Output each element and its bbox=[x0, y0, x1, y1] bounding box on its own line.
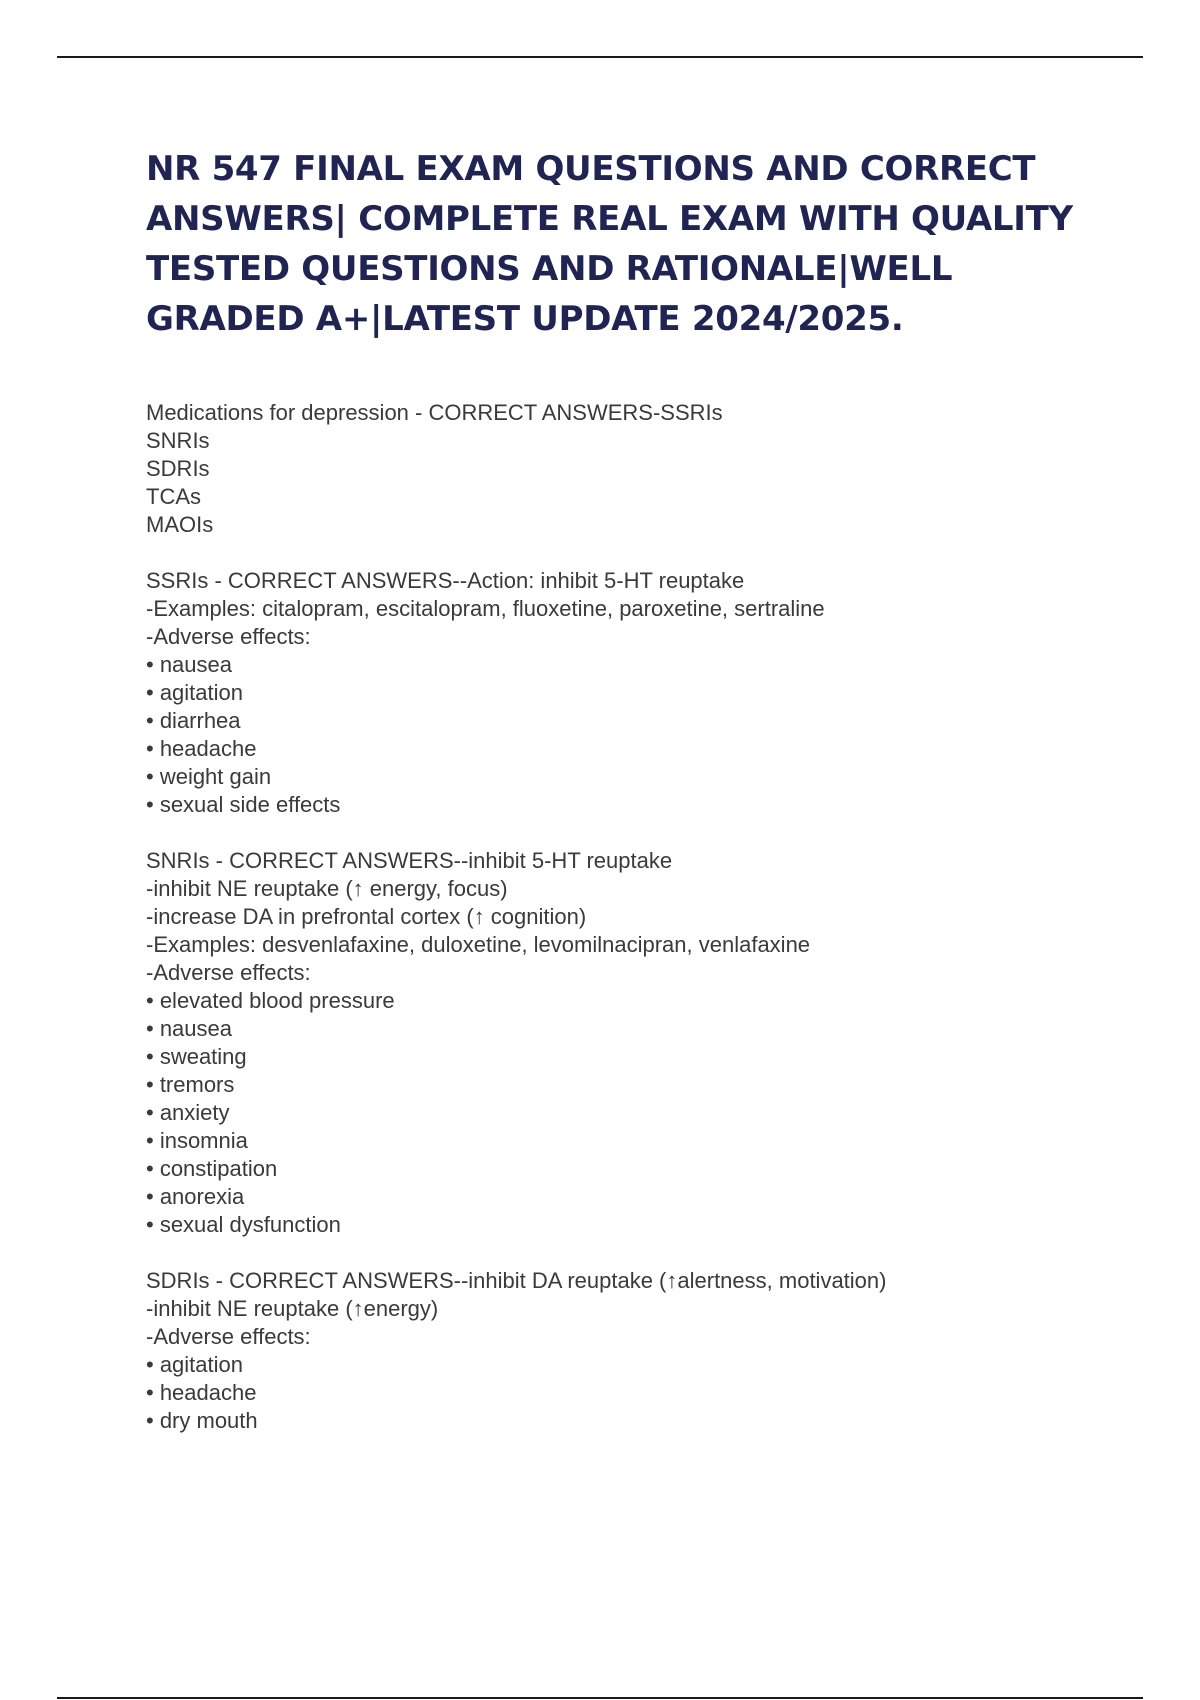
qa-line: MAOIs bbox=[146, 512, 214, 537]
qa-line: -inhibit NE reuptake (↑energy) bbox=[146, 1296, 439, 1321]
qa-line: • anxiety bbox=[146, 1100, 230, 1125]
qa-line: • sweating bbox=[146, 1044, 247, 1069]
qa-line: SDRIs bbox=[146, 456, 210, 481]
qa-line: • headache bbox=[146, 1380, 257, 1405]
qa-line: • nausea bbox=[146, 652, 232, 677]
qa-line: • tremors bbox=[146, 1072, 235, 1097]
qa-block-ssris bbox=[146, 567, 1106, 819]
qa-line: -Examples: citalopram, escitalopram, fluoxetine, paroxetine, sertraline bbox=[146, 596, 825, 621]
document-content bbox=[146, 399, 1106, 1463]
qa-line: • diarrhea bbox=[146, 708, 241, 733]
qa-line: -Adverse effects: bbox=[146, 624, 311, 649]
qa-line: • insomnia bbox=[146, 1128, 248, 1153]
qa-line: • nausea bbox=[146, 1016, 232, 1041]
qa-block-medications bbox=[146, 399, 1106, 539]
qa-line: • sexual dysfunction bbox=[146, 1212, 341, 1237]
qa-line: SNRIs - CORRECT ANSWERS--inhibit 5-HT reuptake bbox=[146, 848, 673, 873]
qa-line: TCAs bbox=[146, 484, 201, 509]
qa-block-sdris bbox=[146, 1267, 1106, 1435]
bottom-rule bbox=[57, 1697, 1143, 1699]
qa-line: -inhibit NE reuptake (↑ energy, focus) bbox=[146, 876, 508, 901]
qa-line: Medications for depression - CORRECT ANSWERS-SSRIs bbox=[146, 400, 723, 425]
qa-line: -Adverse effects: bbox=[146, 960, 311, 985]
qa-line: • constipation bbox=[146, 1156, 278, 1181]
top-rule bbox=[57, 56, 1143, 58]
qa-line: • agitation bbox=[146, 680, 243, 705]
qa-line: • weight gain bbox=[146, 764, 272, 789]
qa-line: • anorexia bbox=[146, 1184, 245, 1209]
qa-line: • headache bbox=[146, 736, 257, 761]
qa-line: • elevated blood pressure bbox=[146, 988, 395, 1013]
qa-line: SSRIs - CORRECT ANSWERS--Action: inhibit 5-HT reuptake bbox=[146, 568, 745, 593]
qa-line: SNRIs bbox=[146, 428, 210, 453]
qa-line: SDRIs - CORRECT ANSWERS--inhibit DA reuptake (↑alertness, motivation) bbox=[146, 1268, 887, 1293]
qa-line: • agitation bbox=[146, 1352, 243, 1377]
qa-line: • dry mouth bbox=[146, 1408, 258, 1433]
qa-line: -increase DA in prefrontal cortex (↑ cognition) bbox=[146, 904, 587, 929]
document-title: NR 547 FINAL EXAM QUESTIONS AND CORRECT ANSWERS| COMPLETE REAL EXAM WITH QUALITY TESTED QUESTIONS AND RATIONALE|WELL GRADED A+|LATEST UPDATE 2024/2025. bbox=[146, 149, 1073, 339]
qa-line: -Adverse effects: bbox=[146, 1324, 311, 1349]
qa-block-snris bbox=[146, 847, 1106, 1239]
qa-line: -Examples: desvenlafaxine, duloxetine, levomilnacipran, venlafaxine bbox=[146, 932, 811, 957]
qa-line: • sexual side effects bbox=[146, 792, 341, 817]
